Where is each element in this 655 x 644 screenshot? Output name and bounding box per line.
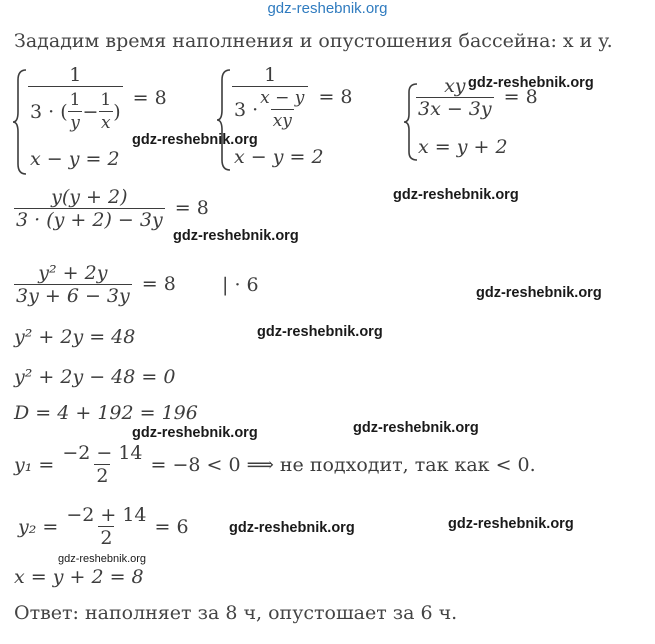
watermark-3: gdz-reshebnik.org [393, 187, 519, 203]
step3-equation: y² + 2y = 48 [14, 326, 136, 348]
system3-eq1: $\frac{xy}{3x - 3y}$ = 8 [418, 75, 538, 120]
watermark-6: gdz-reshebnik.org [257, 324, 383, 340]
root2-equation: y₂ = $\frac{-2 + 14}{2}$ = 6 [18, 504, 189, 549]
step2-note: | · 6 [222, 274, 259, 296]
system2-eq2: x − y = 2 [234, 146, 324, 168]
watermark-10: gdz-reshebnik.org [448, 516, 574, 532]
step4-equation: y² + 2y − 48 = 0 [14, 366, 176, 388]
watermark-2: gdz-reshebnik.org [132, 132, 258, 148]
root1-equation: y₁ = $\frac{-2 - 14}{2}$ = −8 < 0 ⟹ не подходит, так как < 0. [14, 442, 536, 487]
answer-text: Ответ: наполняет за 8 ч, опустошает за 6 ч. [14, 602, 458, 624]
watermark-7: gdz-reshebnik.org [132, 425, 258, 441]
watermark-11: gdz-reshebnik.org [58, 553, 147, 565]
step1-equation: $\frac{y(y + 2)}{3 \cdot (y + 2) - 3y}$ = 8 [16, 186, 209, 231]
watermark-4: gdz-reshebnik.org [173, 228, 299, 244]
system1-eq1: 1 3 · ( $\frac{1}{y}$ − $\frac{1}{x}$ ) = 8 [30, 64, 167, 133]
watermark-9: gdz-reshebnik.org [229, 520, 355, 536]
step2-equation: $\frac{\text{y² + 2y}}{3y + 6 - 3y}$ = 8 [16, 262, 176, 307]
watermark-top: gdz-reshebnik.org [267, 0, 388, 17]
system1-brace [12, 68, 28, 176]
system2-brace [216, 68, 232, 172]
system1-eq2: x − y = 2 [30, 148, 120, 170]
intro-text: Зададим время наполнения и опустошения бассейна: x и y. [14, 30, 613, 52]
x-result: x = y + 2 = 8 [14, 566, 144, 588]
watermark-8: gdz-reshebnik.org [353, 420, 479, 436]
watermark-5: gdz-reshebnik.org [476, 285, 602, 301]
system2-eq1: 1 3 · $\frac{x - y}{xy}$ = 8 [234, 64, 353, 131]
step5-discriminant: D = 4 + 192 = 196 [14, 402, 198, 424]
system3-eq2: x = y + 2 [418, 136, 508, 158]
watermark-1: gdz-reshebnik.org [468, 75, 594, 91]
